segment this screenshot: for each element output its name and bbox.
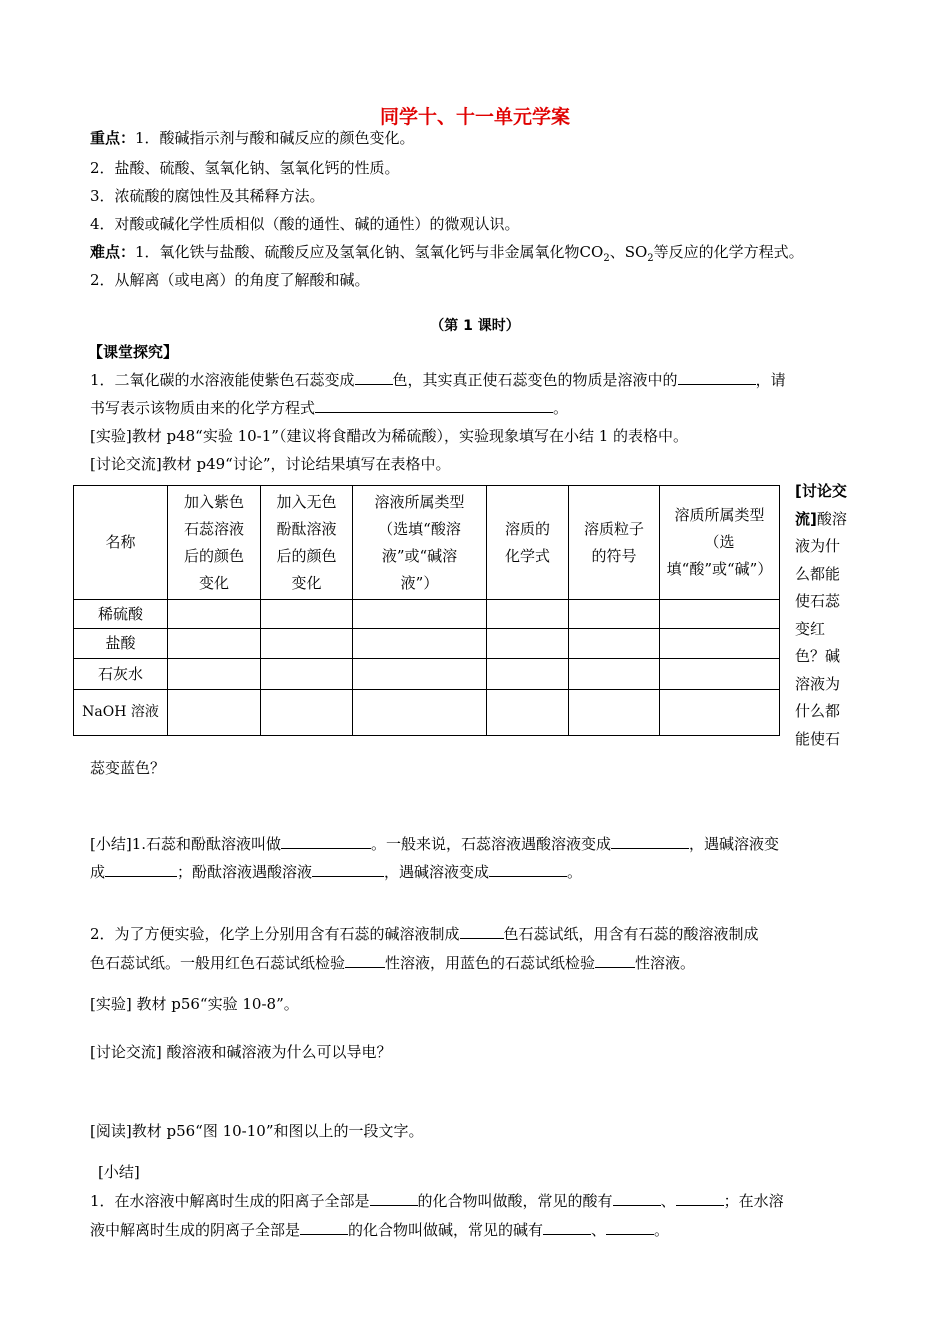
experiment-2: [实验] 教材 p56“实验 10-8”。 [90, 995, 299, 1013]
experiment-1: [实验]教材 p48“实验 10-1”（建议将食醋改为稀硫酸），实验现象填写在小结 1 的表格中。 [90, 427, 689, 445]
answer-blank[interactable] [105, 862, 177, 877]
answer-blank[interactable] [315, 398, 553, 413]
answer-blank[interactable] [606, 1220, 654, 1235]
key-points-label: 重点： [90, 129, 136, 147]
table-row [74, 629, 780, 659]
table-cell[interactable] [168, 600, 261, 629]
table-cell[interactable] [660, 659, 780, 690]
key-point-2: 2．盐酸、硫酸、氢氧化钠、氢氧化钙的性质。 [90, 159, 400, 177]
difficulties-label: 难点： [90, 243, 136, 261]
table-header-row [74, 486, 780, 600]
answer-blank[interactable] [489, 862, 567, 877]
answer-blank[interactable] [676, 1191, 724, 1206]
table-cell[interactable] [660, 600, 780, 629]
table-cell[interactable] [660, 629, 780, 659]
discussion-1: [讨论交流]教材 p49“讨论”，讨论结果填写在表格中。 [90, 455, 451, 473]
answer-blank[interactable] [543, 1220, 591, 1235]
lesson-heading: （第 1 课时） [430, 318, 520, 334]
difficulty-1: 难点：1．氧化铁与盐酸、硫酸反应及氢氧化钠、氢氧化钙与非金属氧化物$CO_2$、$SO_2$等反应的化学方程式。 [90, 243, 804, 264]
question-2-line-1: 2．为了方便实验，化学上分别用含有石蕊的碱溶液制成 色石蕊试纸，用含有石蕊的酸溶液制成 [90, 925, 759, 943]
table-cell[interactable] [487, 629, 569, 659]
table-cell[interactable] [487, 600, 569, 629]
question-1-line-2: 书写表示该物质由来的化学方程式 。 [90, 399, 569, 417]
answer-blank[interactable] [595, 953, 635, 968]
table-cell[interactable] [569, 600, 660, 629]
key-point-3: 3．浓硫酸的腐蚀性及其稀释方法。 [90, 187, 325, 205]
side-discussion: [讨论交流]酸溶液为什么都能使石蕊变红色？碱溶液为什么都能使石 [795, 482, 847, 748]
table-cell[interactable] [261, 629, 353, 659]
summary-1-line-2: 成 ；酚酞溶液遇酸溶液 ，遇碱溶液变成 。 [90, 863, 583, 881]
answer-blank[interactable] [613, 1191, 661, 1206]
row-name: 盐酸 [74, 629, 168, 659]
reading-note: [阅读]教材 p56“图 10-10”和图以上的一段文字。 [90, 1122, 424, 1140]
question-1-line-1: 1．二氧化碳的水溶液能使紫色石蕊变成 色，其实真正使石蕊变色的物质是溶液中的 ，请 [90, 371, 786, 389]
table-cell[interactable] [569, 629, 660, 659]
table-cell[interactable] [569, 659, 660, 690]
answer-blank[interactable] [355, 370, 393, 385]
answer-blank[interactable] [678, 370, 756, 385]
summary-2-label: [小结] [98, 1163, 140, 1181]
table-cell[interactable] [168, 690, 261, 736]
table-cell[interactable] [261, 600, 353, 629]
table-cell[interactable] [353, 600, 487, 629]
table-header: 加入紫色石蕊溶液后的颜色变化 [168, 486, 261, 600]
table-cell[interactable] [487, 690, 569, 736]
answer-blank[interactable] [281, 834, 371, 849]
answer-blank[interactable] [345, 953, 385, 968]
side-discussion-tail: 蕊变蓝色？ [90, 759, 166, 777]
row-name: 稀硫酸 [74, 600, 168, 629]
table-header: 名称 [74, 486, 168, 600]
key-point-4: 4．对酸或碱化学性质相似（酸的通性、碱的通性）的微观认识。 [90, 215, 520, 233]
answer-blank[interactable] [611, 834, 689, 849]
summary-1-line-1: [小结]1.石蕊和酚酞溶液叫做 。一般来说，石蕊溶液遇酸溶液变成 ，遇碱溶液变 [90, 835, 780, 853]
summary-2-line-2: 液中解离时生成的阴离子全部是 的化合物叫做碱，常见的碱有 、 。 [90, 1221, 670, 1239]
table-header: 加入无色酚酞溶液后的颜色变化 [261, 486, 353, 600]
table-cell[interactable] [353, 690, 487, 736]
table-cell[interactable] [261, 659, 353, 690]
table-cell[interactable] [487, 659, 569, 690]
table-header: 溶液所属类型（选填“酸溶液”或“碱溶液”） [353, 486, 487, 600]
table-row [74, 690, 780, 736]
summary-2-line-1: 1．在水溶液中解离时生成的阳离子全部是 的化合物叫做酸，常见的酸有 、 ；在水溶 [90, 1192, 784, 1210]
table-cell[interactable] [168, 629, 261, 659]
table-cell[interactable] [261, 690, 353, 736]
question-2-line-2: 色石蕊试纸。一般用红色石蕊试纸检验 性溶液，用蓝色的石蕊试纸检验 性溶液。 [90, 954, 696, 972]
page-title: 同学十、十一单元学案 [379, 106, 570, 128]
table-cell[interactable] [168, 659, 261, 690]
table-cell[interactable] [353, 629, 487, 659]
table-cell[interactable] [353, 659, 487, 690]
table-cell[interactable] [569, 690, 660, 736]
table-row [74, 659, 780, 690]
answer-blank[interactable] [300, 1220, 348, 1235]
table-row [74, 600, 780, 629]
row-name: NaOH 溶液 [74, 690, 168, 736]
discussion-2: [讨论交流] 酸溶液和碱溶液为什么可以导电？ [90, 1043, 392, 1061]
section-heading: 【课堂探究】 [88, 343, 179, 361]
side-discussion-label: [讨论交流] [795, 482, 847, 528]
observation-table [73, 485, 780, 736]
table-header: 溶质的化学式 [487, 486, 569, 600]
answer-blank[interactable] [370, 1191, 418, 1206]
key-point-1: 重点：1．酸碱指示剂与酸和碱反应的颜色变化。 [90, 129, 415, 147]
answer-blank[interactable] [312, 862, 384, 877]
table-header: 溶质所属类型（选填“酸”或“碱”） [660, 486, 780, 600]
difficulty-2: 2．从解离（或电离）的角度了解酸和碱。 [90, 271, 370, 289]
table-cell[interactable] [660, 690, 780, 736]
table-header: 溶质粒子的符号 [569, 486, 660, 600]
row-name: 石灰水 [74, 659, 168, 690]
answer-blank[interactable] [460, 924, 504, 939]
